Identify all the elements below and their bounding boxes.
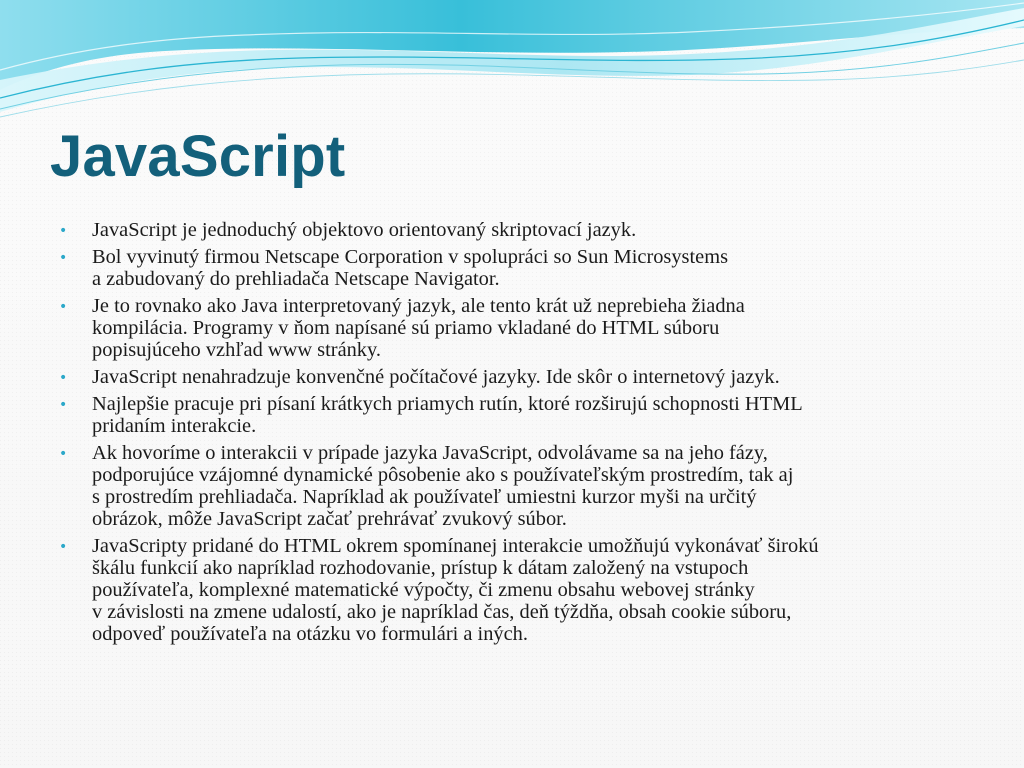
bullet-6-line-1: Ak hovoríme o interakcii v prípade jazyka JavaScript, odvolávame sa na jeho fázy, bbox=[92, 442, 768, 464]
bullet-5-line-2: pridaním interakcie. bbox=[92, 415, 257, 437]
bullet-6-line-3: s prostredím prehliadača. Napríklad ak používateľ umiestni kurzor myši na určitý bbox=[92, 486, 757, 508]
bullet-list bbox=[59, 219, 972, 645]
bullet-item-6 bbox=[59, 442, 972, 530]
bullet-item-4 bbox=[59, 366, 972, 388]
bullet-7-line-3: používateľa, komplexné matematické výpočty, či zmenu obsahu webovej stránky bbox=[92, 579, 755, 601]
bullet-3-line-3: popisujúceho vzhľad www stránky. bbox=[92, 339, 381, 361]
bullet-6-line-4: obrázok, môže JavaScript začať prehrávať zvukový súbor. bbox=[92, 508, 567, 530]
bullet-4-line-1: JavaScript nenahradzuje konvenčné počítačové jazyky. Ide skôr o internetový jazyk. bbox=[92, 366, 780, 388]
bullet-1-line-1: JavaScript je jednoduchý objektovo orientovaný skriptovací jazyk. bbox=[92, 219, 637, 241]
bullet-2-line-2: a zabudovaný do prehliadača Netscape Navigator. bbox=[92, 268, 500, 290]
bullet-6-line-2: podporujúce vzájomné dynamické pôsobenie ako s používateľským prostredím, tak aj bbox=[92, 464, 794, 486]
bullet-7-line-1: JavaScripty pridané do HTML okrem spomínanej interakcie umožňujú vykonávať širokú bbox=[92, 535, 819, 557]
bullet-dot-icon: • bbox=[59, 299, 68, 315]
bullet-dot-icon: • bbox=[59, 446, 68, 462]
bullet-7-line-5: odpoveď používateľa na otázku vo formulári a iných. bbox=[92, 623, 528, 645]
bullet-7-line-2: škálu funkcií ako napríklad rozhodovanie, prístup k dátam založený na vstupoch bbox=[92, 557, 749, 579]
bullet-dot-icon: • bbox=[59, 539, 68, 555]
decorative-wave-header bbox=[0, 0, 1024, 120]
slide-title: JavaScript bbox=[50, 124, 346, 189]
bullet-dot-icon: • bbox=[59, 397, 68, 413]
bullet-5-line-1: Najlepšie pracuje pri písaní krátkych priamych rutín, ktoré rozširujú schopnosti HTML bbox=[92, 393, 803, 415]
bullet-7-line-4: v závislosti na zmene udalostí, ako je napríklad čas, deň týždňa, obsah cookie súboru, bbox=[92, 601, 792, 623]
bullet-item-3 bbox=[59, 295, 972, 361]
bullet-item-1 bbox=[59, 219, 972, 241]
bullet-2-line-1: Bol vyvinutý firmou Netscape Corporation v spolupráci so Sun Microsystems bbox=[92, 246, 729, 268]
bullet-3-line-1: Je to rovnako ako Java interpretovaný jazyk, ale tento krát už neprebieha žiadna bbox=[92, 295, 745, 317]
bullet-dot-icon: • bbox=[59, 370, 68, 386]
bullet-item-7 bbox=[59, 535, 972, 645]
bullet-item-5 bbox=[59, 393, 972, 437]
bullet-3-line-2: kompilácia. Programy v ňom napísané sú priamo vkladané do HTML súboru bbox=[92, 317, 720, 339]
bullet-dot-icon: • bbox=[59, 223, 68, 239]
bullet-dot-icon: • bbox=[59, 250, 68, 266]
bullet-item-2 bbox=[59, 246, 972, 290]
